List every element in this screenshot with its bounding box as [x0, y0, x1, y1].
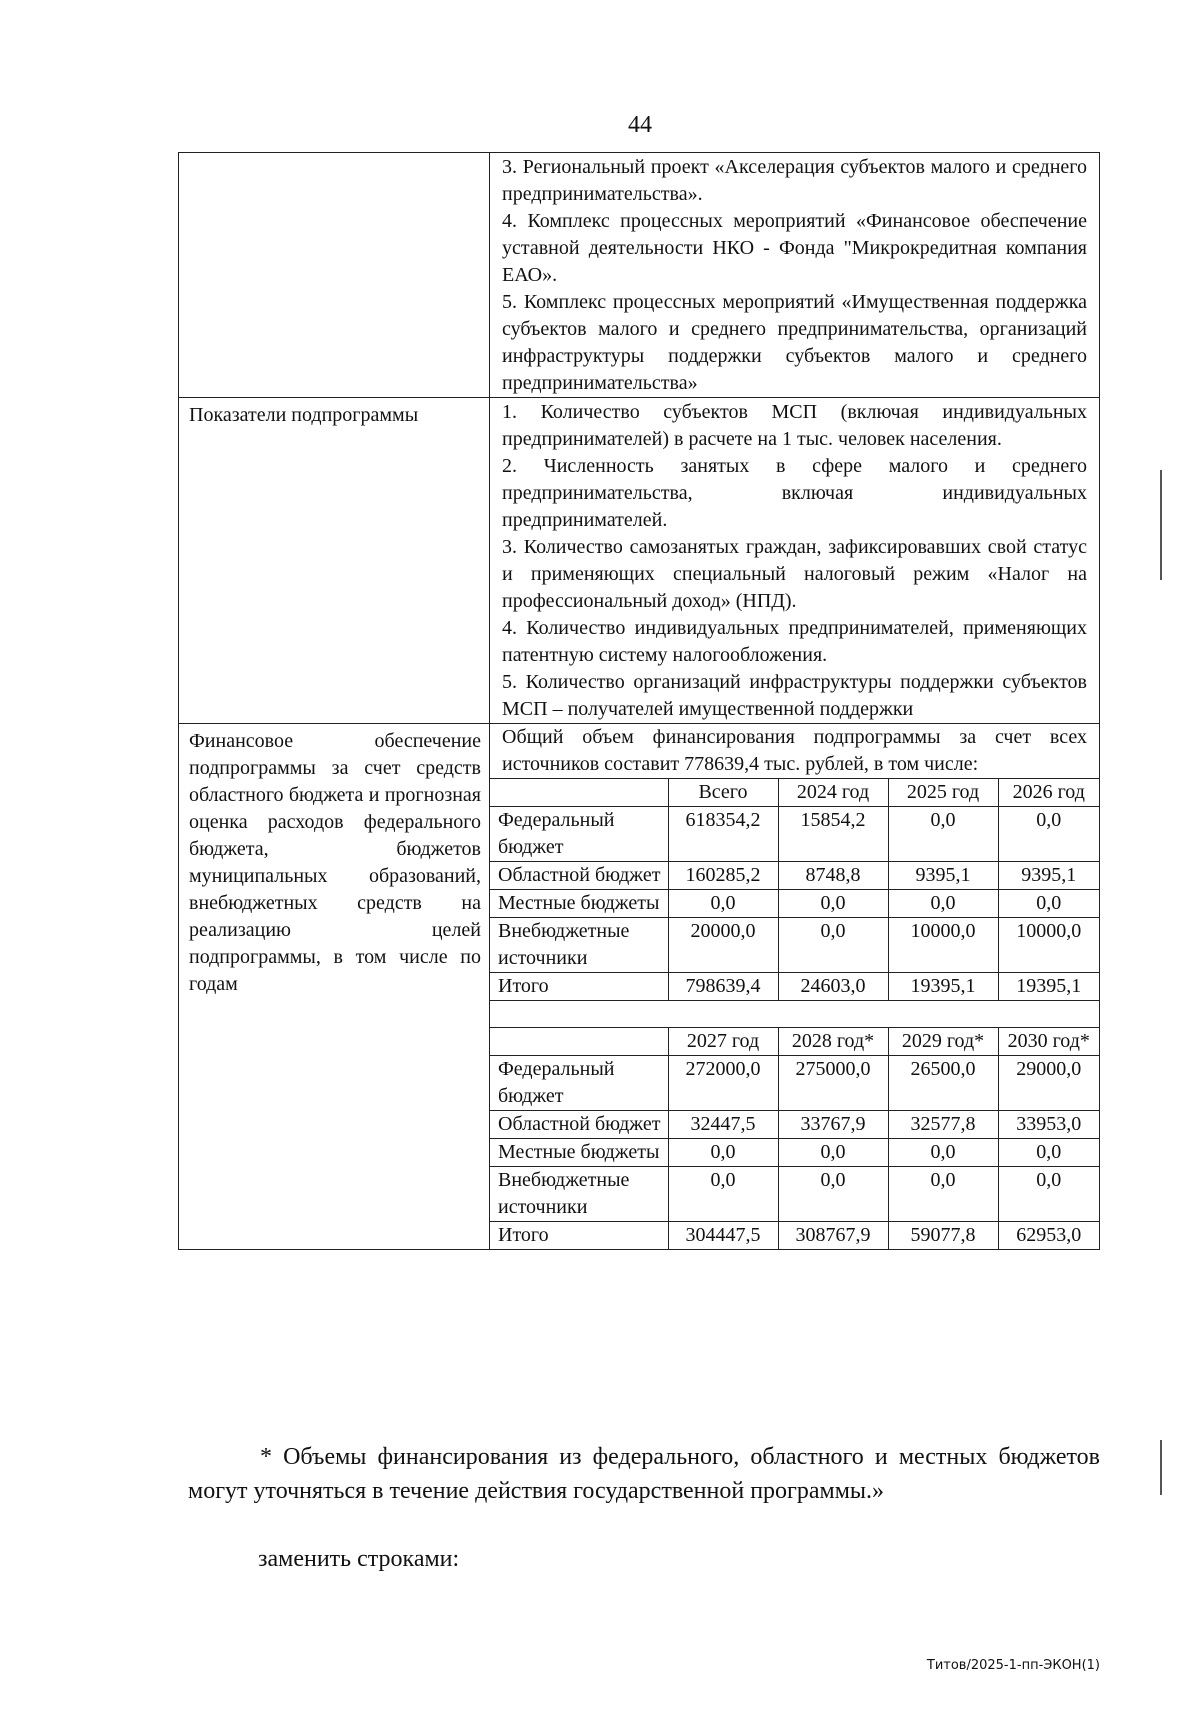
subprogram-passport-table: [178, 152, 1100, 1250]
value-cell: 0,0: [778, 1139, 888, 1167]
finance-label: Финансовое обеспечение подпрограммы за счет средств областного бюджета и прогнозная оценка расходов федерального бюджета, бюджетов муниципальных образований, внебюджетных средств на реализацию целей подпрограммы, в том числе по годам: [179, 724, 490, 1250]
value-cell: 0,0: [888, 807, 998, 862]
table-spacer-row: [490, 1001, 1099, 1028]
value-cell: 0,0: [778, 918, 888, 973]
value-cell: 0,0: [998, 890, 1099, 918]
value-cell: 59077,8: [888, 1222, 998, 1250]
row-finance: [179, 724, 1100, 1250]
finance-row: [490, 918, 1099, 973]
header-cell: 2028 год*: [778, 1028, 888, 1056]
value-cell: 19395,1: [998, 973, 1099, 1001]
footnote: [188, 1440, 1100, 1508]
replace-text: заменить строками:: [258, 1546, 460, 1572]
indicator-item: 4. Количество индивидуальных предпринимателей, применяющих патентную систему налогообложения.: [502, 617, 1087, 666]
finance-row: [490, 890, 1099, 918]
row-label: Местные бюджеты: [490, 890, 668, 918]
value-cell: 0,0: [888, 890, 998, 918]
value-cell: 8748,8: [778, 862, 888, 890]
value-cell: 0,0: [888, 1139, 998, 1167]
value-cell: 0,0: [998, 1139, 1099, 1167]
value-cell: 33953,0: [998, 1111, 1099, 1139]
value-cell: 0,0: [778, 890, 888, 918]
row-projects: [179, 153, 1100, 398]
indicators-label: Показатели подпрограммы: [179, 398, 490, 724]
value-cell: 62953,0: [998, 1222, 1099, 1250]
value-cell: 15854,2: [778, 807, 888, 862]
spacer-cell: [490, 1001, 1099, 1028]
value-cell: 308767,9: [778, 1222, 888, 1250]
header-cell: Всего: [668, 779, 778, 807]
project-item: 4. Комплекс процессных мероприятий «Финансовое обеспечение уставной деятельности НКО - Фонда "Микрокредитная компания ЕАО».: [502, 210, 1087, 286]
row-indicators: [179, 398, 1100, 724]
value-cell: 275000,0: [778, 1056, 888, 1111]
row-projects-label: [179, 153, 490, 398]
value-cell: 0,0: [998, 807, 1099, 862]
value-cell: 32577,8: [888, 1111, 998, 1139]
page-number: 44: [628, 112, 652, 138]
header-cell: 2024 год: [778, 779, 888, 807]
value-cell: 304447,5: [668, 1222, 778, 1250]
finance-row: [490, 1056, 1099, 1111]
finance-header-row-2: [490, 1028, 1099, 1056]
finance-row: [490, 807, 1099, 862]
value-cell: 24603,0: [778, 973, 888, 1001]
finance-row: [490, 1167, 1099, 1222]
scan-edge-mark: [1160, 1440, 1162, 1495]
row-label: Местные бюджеты: [490, 1139, 668, 1167]
indicator-item: 3. Количество самозанятых граждан, зафиксировавших свой статус и применяющих специальный налоговый режим «Налог на профессиональный доход» (НПД).: [502, 536, 1087, 612]
value-cell: 29000,0: [998, 1056, 1099, 1111]
footnote-text: * Объемы финансирования из федерального, областного и местных бюджетов могут уточняться в течение действия государственной программы.»: [188, 1444, 1100, 1504]
row-label: Областной бюджет: [490, 862, 668, 890]
finance-total-row: [490, 1222, 1099, 1250]
value-cell: 0,0: [668, 890, 778, 918]
finance-row: [490, 1111, 1099, 1139]
row-label: Итого: [490, 973, 668, 1001]
indicator-item: 5. Количество организаций инфраструктуры поддержки субъектов МСП – получателей имущественной поддержки: [502, 671, 1087, 720]
row-label: Внебюджетные источники: [490, 918, 668, 973]
row-label: Областной бюджет: [490, 1111, 668, 1139]
document-code: Титов/2025-1-пп-ЭКОН(1): [926, 1658, 1100, 1673]
value-cell: 26500,0: [888, 1056, 998, 1111]
value-cell: 32447,5: [668, 1111, 778, 1139]
scan-edge-mark: [1160, 470, 1162, 580]
project-item: 3. Региональный проект «Акселерация субъектов малого и среднего предпринимательства».: [502, 156, 1087, 205]
value-cell: 618354,2: [668, 807, 778, 862]
indicators-content: [490, 398, 1100, 724]
value-cell: 0,0: [998, 1167, 1099, 1222]
header-cell: [490, 779, 668, 807]
finance-intro: Общий объем финансирования подпрограммы за счет всех источников составит 778639,4 тыс. рублей, в том числе:: [502, 726, 1087, 775]
finance-row: [490, 862, 1099, 890]
indicator-item: 1. Количество субъектов МСП (включая индивидуальных предпринимателей) в расчете на 1 тыс. человек населения.: [502, 401, 1087, 450]
value-cell: 9395,1: [998, 862, 1099, 890]
value-cell: 10000,0: [888, 918, 998, 973]
value-cell: 0,0: [778, 1167, 888, 1222]
row-label: Федеральный бюджет: [490, 807, 668, 862]
value-cell: 20000,0: [668, 918, 778, 973]
header-cell: [490, 1028, 668, 1056]
value-cell: 0,0: [668, 1167, 778, 1222]
row-label: Итого: [490, 1222, 668, 1250]
value-cell: 19395,1: [888, 973, 998, 1001]
header-cell: 2026 год: [998, 779, 1099, 807]
value-cell: 272000,0: [668, 1056, 778, 1111]
finance-row: [490, 1139, 1099, 1167]
row-label: Внебюджетные источники: [490, 1167, 668, 1222]
value-cell: 798639,4: [668, 973, 778, 1001]
header-cell: 2027 год: [668, 1028, 778, 1056]
finance-total-row: [490, 973, 1099, 1001]
row-projects-content: [490, 153, 1100, 398]
value-cell: 160285,2: [668, 862, 778, 890]
value-cell: 0,0: [668, 1139, 778, 1167]
finance-content: [490, 724, 1100, 1250]
header-cell: 2030 год*: [998, 1028, 1099, 1056]
value-cell: 33767,9: [778, 1111, 888, 1139]
indicator-item: 2. Численность занятых в сфере малого и среднего предпринимательства, включая индивидуальных предпринимателей.: [502, 455, 1087, 531]
value-cell: 9395,1: [888, 862, 998, 890]
value-cell: 0,0: [888, 1167, 998, 1222]
finance-header-row-1: [490, 779, 1099, 807]
project-item: 5. Комплекс процессных мероприятий «Имущественная поддержка субъектов малого и среднего предпринимательства, организаций инфраструктуры поддержки субъектов малого и среднего предпринимательства»: [502, 291, 1087, 394]
header-cell: 2029 год*: [888, 1028, 998, 1056]
row-label: Федеральный бюджет: [490, 1056, 668, 1111]
header-cell: 2025 год: [888, 779, 998, 807]
value-cell: 10000,0: [998, 918, 1099, 973]
finance-table: [490, 778, 1099, 1249]
